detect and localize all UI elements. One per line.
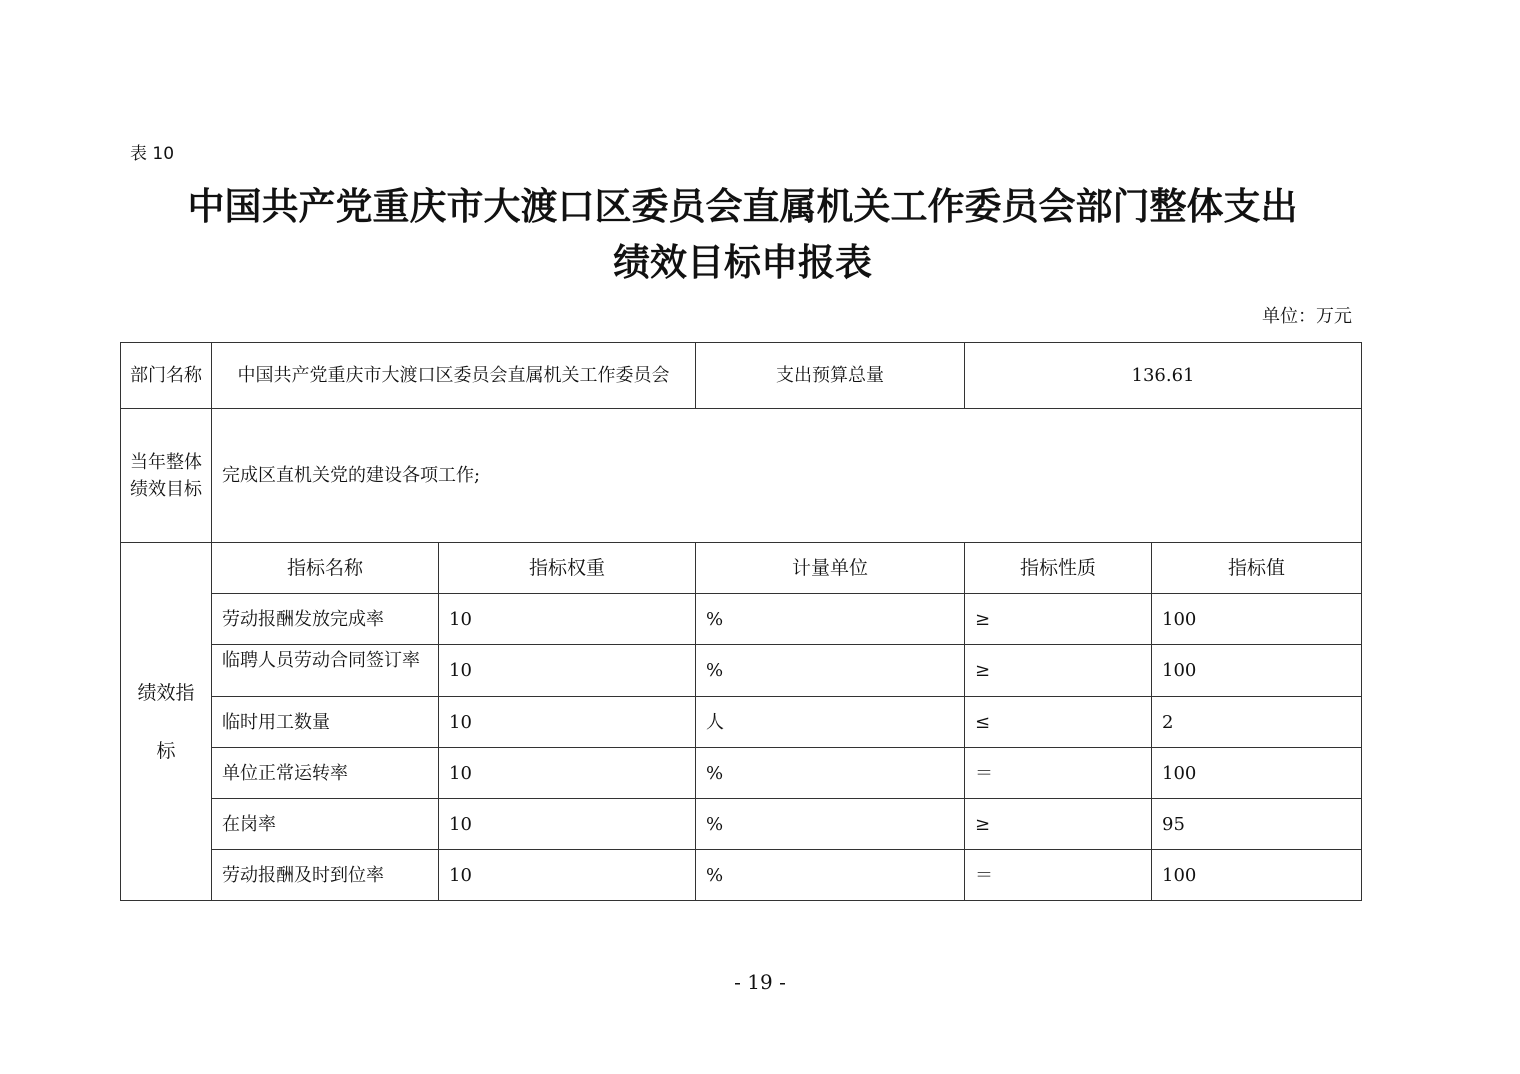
- table-row: [121, 645, 1362, 697]
- indicator-nature: ≥: [965, 799, 1152, 850]
- dept-row: [121, 343, 1362, 409]
- table-row: [121, 850, 1362, 901]
- indicator-name: 单位正常运转率: [212, 748, 439, 799]
- table-row: [121, 799, 1362, 850]
- table-row: [121, 594, 1362, 645]
- table-number: 表 10: [130, 144, 175, 164]
- column-header: 指标权重: [439, 543, 696, 594]
- indicator-name: 劳动报酬及时到位率: [212, 850, 439, 901]
- indicator-section-label: 绩效指标: [121, 543, 212, 901]
- indicator-weight: 10: [439, 594, 696, 645]
- header-row: [121, 543, 1362, 594]
- dept-name: 中国共产党重庆市大渡口区委员会直属机关工作委员会: [212, 343, 696, 409]
- indicator-unit: %: [696, 850, 965, 901]
- indicator-value: 95: [1152, 799, 1362, 850]
- goal-row: [121, 409, 1362, 543]
- indicator-value: 100: [1152, 594, 1362, 645]
- indicator-weight: 10: [439, 850, 696, 901]
- indicator-name: 临时用工数量: [212, 697, 439, 748]
- indicator-name: 在岗率: [212, 799, 439, 850]
- column-header: 计量单位: [696, 543, 965, 594]
- goal-label: 当年整体绩效目标: [121, 409, 212, 543]
- indicator-value: 100: [1152, 748, 1362, 799]
- dept-label: 部门名称: [121, 343, 212, 409]
- unit-label: 单位：万元: [1262, 306, 1352, 327]
- indicator-unit: %: [696, 594, 965, 645]
- indicator-value: 2: [1152, 697, 1362, 748]
- indicator-nature: ＝: [965, 850, 1152, 901]
- indicator-name: 劳动报酬发放完成率: [212, 594, 439, 645]
- budget-label: 支出预算总量: [696, 343, 965, 409]
- indicator-unit: %: [696, 799, 965, 850]
- indicator-unit: %: [696, 748, 965, 799]
- indicator-nature: ≥: [965, 645, 1152, 697]
- budget-value: 136.61: [965, 343, 1362, 409]
- table-row: [121, 697, 1362, 748]
- indicator-name: 临聘人员劳动合同签订率: [212, 645, 439, 697]
- table-row: [121, 748, 1362, 799]
- performance-table: [120, 342, 1362, 901]
- column-header: 指标值: [1152, 543, 1362, 594]
- indicator-weight: 10: [439, 799, 696, 850]
- indicator-nature: ＝: [965, 748, 1152, 799]
- page-number: - 19 -: [734, 970, 786, 994]
- indicator-value: 100: [1152, 850, 1362, 901]
- indicator-value: 100: [1152, 645, 1362, 697]
- page-title: 中国共产党重庆市大渡口区委员会直属机关工作委员会部门整体支出: [187, 185, 1298, 228]
- indicator-nature: ≥: [965, 594, 1152, 645]
- column-header: 指标名称: [212, 543, 439, 594]
- goal-text: 完成区直机关党的建设各项工作;: [212, 409, 1362, 543]
- indicator-weight: 10: [439, 697, 696, 748]
- indicator-weight: 10: [439, 645, 696, 697]
- indicator-weight: 10: [439, 748, 696, 799]
- column-header: 指标性质: [965, 543, 1152, 594]
- indicator-unit: %: [696, 645, 965, 697]
- indicator-unit: 人: [696, 697, 965, 748]
- page-subtitle: 绩效目标申报表: [613, 241, 872, 284]
- indicator-nature: ≤: [965, 697, 1152, 748]
